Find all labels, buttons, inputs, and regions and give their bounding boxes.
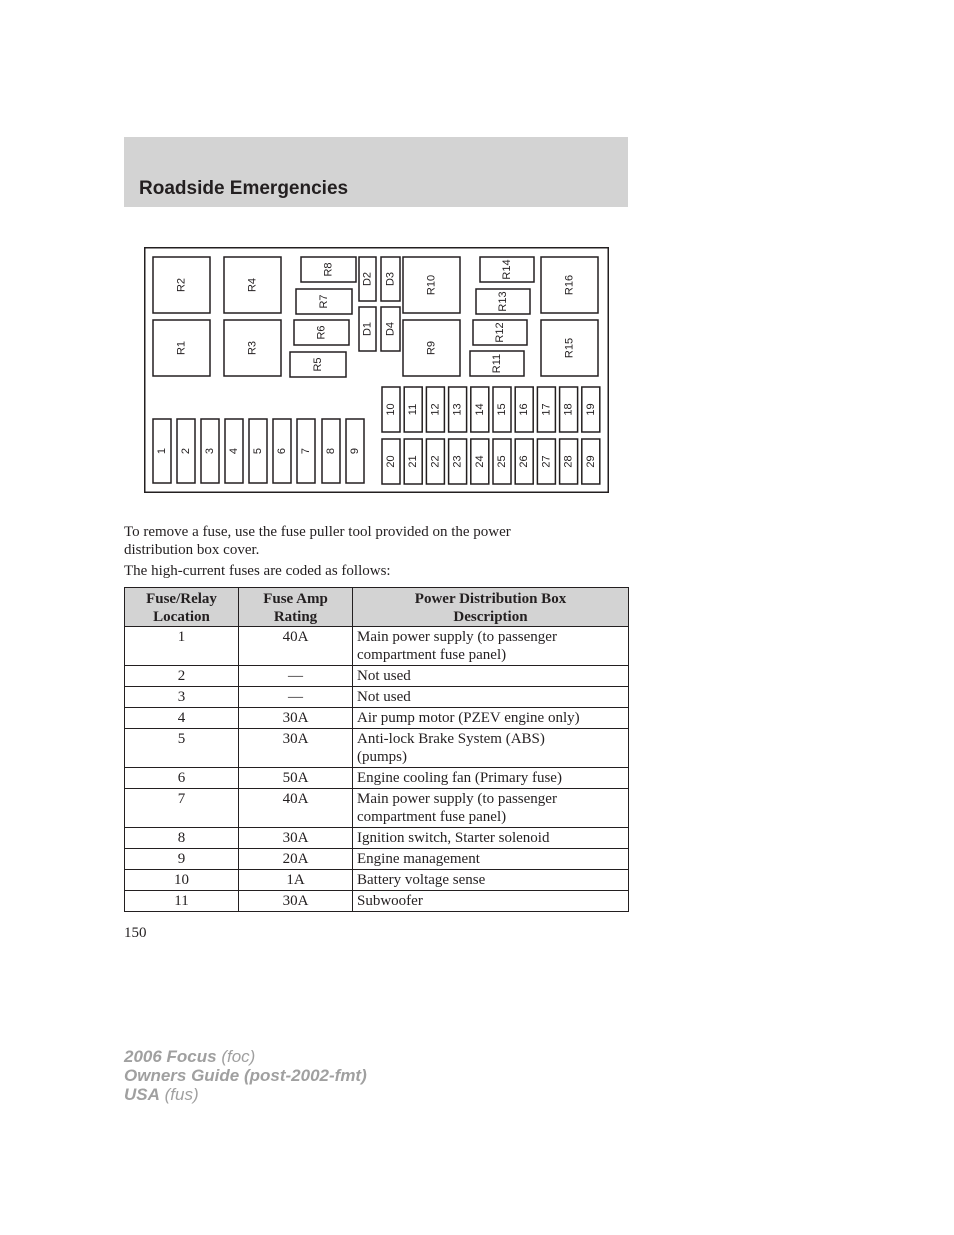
cell-description xyxy=(353,891,629,912)
footer-line-2: Owners Guide (post-2002-fmt) xyxy=(124,1066,367,1085)
relay-label: R4 xyxy=(246,277,259,293)
fuse-label: 18 xyxy=(562,403,575,416)
fuse-label: 5 xyxy=(252,447,264,455)
description-line: Main power supply (to passenger xyxy=(357,791,557,807)
fuse-28 xyxy=(560,439,578,484)
fuse-1 xyxy=(153,419,171,483)
fuse-label: 1 xyxy=(156,447,168,455)
cell-description xyxy=(353,687,629,708)
header-description: Power Distribution Box Description xyxy=(353,588,629,627)
cell-location: 5 xyxy=(125,729,239,768)
relay-label: R7 xyxy=(318,294,330,309)
fuse-label: 21 xyxy=(407,455,420,468)
cell-description xyxy=(353,870,629,891)
diode-label: D1 xyxy=(361,321,374,337)
fuse-12 xyxy=(426,387,444,432)
fuse-23 xyxy=(449,439,467,484)
diode-label: D2 xyxy=(361,271,374,287)
cell-location: 11 xyxy=(125,891,239,912)
cell-rating: 30A xyxy=(239,891,353,912)
cell-rating: 30A xyxy=(239,729,353,768)
cell-location: 6 xyxy=(125,768,239,789)
fuse-17 xyxy=(537,387,555,432)
relay-r9 xyxy=(403,320,460,376)
table-row xyxy=(125,666,629,687)
cell-description xyxy=(353,828,629,849)
fuse-13 xyxy=(449,387,467,432)
instruction-line-1: To remove a fuse, use the fuse puller tool provided on the power xyxy=(124,524,511,540)
description-line: Anti-lock Brake System (ABS) xyxy=(357,731,545,747)
relay-label: R6 xyxy=(315,325,328,340)
fuse-19 xyxy=(582,387,600,432)
cell-location: 4 xyxy=(125,708,239,729)
fuse-20 xyxy=(382,439,400,484)
cell-description xyxy=(353,768,629,789)
fuse-label: 10 xyxy=(385,403,397,416)
table-row xyxy=(125,849,629,870)
fuse-label: 9 xyxy=(349,447,361,455)
description-line: Engine cooling fan (Primary fuse) xyxy=(357,770,562,786)
instruction-line-2: distribution box cover. xyxy=(124,541,260,558)
cell-rating: 20A xyxy=(239,849,353,870)
table-row xyxy=(125,708,629,729)
cell-rating: — xyxy=(239,666,353,687)
fuse-5 xyxy=(249,419,267,483)
fuse-label: 14 xyxy=(473,403,486,416)
fuse-label: 24 xyxy=(473,455,486,468)
relay-r6 xyxy=(294,320,349,345)
footer-line-3: USA (fus) xyxy=(124,1085,199,1104)
fuse-label: 28 xyxy=(562,455,575,468)
cell-location: 9 xyxy=(125,849,239,870)
relay-r10 xyxy=(403,257,460,313)
fuse-label: 26 xyxy=(518,455,531,468)
cell-description xyxy=(353,708,629,729)
fuse-label: 4 xyxy=(228,447,240,455)
fuse-table xyxy=(124,587,629,912)
fuse-14 xyxy=(471,387,489,432)
instruction-paragraph xyxy=(124,524,511,559)
fuse-15 xyxy=(493,387,511,432)
relay-r1 xyxy=(153,320,210,376)
diode-label: D3 xyxy=(384,271,397,287)
description-line: Main power supply (to passenger xyxy=(357,629,557,645)
relay-r3 xyxy=(224,320,281,376)
footer-line-1: 2006 Focus (foc) xyxy=(124,1047,256,1066)
relay-r8 xyxy=(301,257,356,282)
cell-rating: 40A xyxy=(239,627,353,666)
table-row xyxy=(125,828,629,849)
header-rating: Fuse Amp Rating xyxy=(239,588,353,627)
relay-label: R16 xyxy=(563,274,576,296)
relay-r13 xyxy=(476,289,530,314)
relay-label: R1 xyxy=(175,340,188,356)
fuse-label: 6 xyxy=(276,447,288,455)
fuse-7 xyxy=(297,419,315,483)
description-line: Not used xyxy=(357,668,411,684)
relay-label: R5 xyxy=(312,357,324,372)
description-line: (pumps) xyxy=(357,749,407,765)
diode-d4 xyxy=(381,307,400,351)
fuse-16 xyxy=(515,387,533,432)
fuse-label: 15 xyxy=(496,403,508,416)
table-row xyxy=(125,687,629,708)
description-line: compartment fuse panel) xyxy=(357,809,507,825)
relay-r7 xyxy=(296,289,352,314)
fuse-label: 2 xyxy=(180,447,192,455)
description-line: Not used xyxy=(357,689,411,705)
table-row xyxy=(125,729,629,768)
diode-d2 xyxy=(359,257,376,301)
section-title: Roadside Emergencies xyxy=(139,178,349,199)
relay-label: R11 xyxy=(491,353,503,374)
table-row xyxy=(125,789,629,828)
fuse-label: 19 xyxy=(584,403,597,416)
fuse-box-diagram xyxy=(144,247,609,493)
fuse-label: 8 xyxy=(325,447,337,455)
fuse-6 xyxy=(273,419,291,483)
fuse-label: 29 xyxy=(584,455,597,468)
fuse-label: 3 xyxy=(204,447,216,455)
fuse-22 xyxy=(426,439,444,484)
fuse-25 xyxy=(493,439,511,484)
cell-rating: — xyxy=(239,687,353,708)
table-row xyxy=(125,870,629,891)
fuse-3 xyxy=(201,419,219,483)
page-number: 150 xyxy=(124,925,147,941)
cell-location: 1 xyxy=(125,627,239,666)
diode-label: D4 xyxy=(384,321,397,337)
fuse-label: 23 xyxy=(451,455,464,468)
cell-rating: 1A xyxy=(239,870,353,891)
table-intro: The high-current fuses are coded as follows: xyxy=(124,563,391,579)
diode-d1 xyxy=(359,307,376,351)
relay-label: R8 xyxy=(322,262,335,277)
relay-r2 xyxy=(153,257,210,313)
cell-description xyxy=(353,627,629,666)
header-location: Fuse/Relay Location xyxy=(125,588,239,627)
fuse-2 xyxy=(177,419,195,483)
description-line: Subwoofer xyxy=(357,893,423,909)
fuse-27 xyxy=(537,439,555,484)
description-line: Battery voltage sense xyxy=(357,872,486,888)
cell-description xyxy=(353,849,629,870)
relay-label: R13 xyxy=(497,291,509,312)
fuse-4 xyxy=(225,419,243,483)
description-line: Air pump motor (PZEV engine only) xyxy=(357,710,580,726)
fuse-label: 17 xyxy=(540,403,553,416)
relay-r15 xyxy=(541,320,598,376)
fuse-24 xyxy=(471,439,489,484)
relay-label: R2 xyxy=(175,277,188,293)
fuse-label: 11 xyxy=(407,403,420,416)
description-line: Engine management xyxy=(357,851,480,867)
footer xyxy=(124,1047,367,1104)
cell-rating: 50A xyxy=(239,768,353,789)
relay-label: R10 xyxy=(425,274,438,296)
table-header-row xyxy=(125,588,629,627)
cell-description xyxy=(353,666,629,687)
cell-location: 8 xyxy=(125,828,239,849)
cell-description xyxy=(353,729,629,768)
diode-d3 xyxy=(381,257,400,301)
relay-r14 xyxy=(480,257,534,282)
relay-label: R3 xyxy=(246,340,259,356)
fuse-label: 22 xyxy=(429,455,442,468)
relay-r4 xyxy=(224,257,281,313)
relay-r11 xyxy=(470,351,524,376)
fuse-label: 25 xyxy=(496,455,508,468)
cell-rating: 40A xyxy=(239,789,353,828)
fuse-label: 13 xyxy=(451,403,464,416)
fuse-10 xyxy=(382,387,400,432)
cell-rating: 30A xyxy=(239,708,353,729)
relay-r12 xyxy=(473,320,527,345)
fuse-label: 27 xyxy=(540,455,553,468)
fuse-8 xyxy=(322,419,340,483)
fuse-label: 12 xyxy=(429,403,442,416)
fuse-label: 16 xyxy=(518,403,531,416)
fuse-18 xyxy=(560,387,578,432)
table-row xyxy=(125,627,629,666)
relay-label: R9 xyxy=(425,340,438,356)
cell-location: 3 xyxy=(125,687,239,708)
relay-r16 xyxy=(541,257,598,313)
fuse-label: 20 xyxy=(385,455,397,468)
fuse-29 xyxy=(582,439,600,484)
relay-label: R15 xyxy=(563,337,576,359)
fuse-label: 7 xyxy=(300,447,312,455)
cell-location: 7 xyxy=(125,789,239,828)
fuse-26 xyxy=(515,439,533,484)
relay-r5 xyxy=(290,352,346,377)
description-line: Ignition switch, Starter solenoid xyxy=(357,830,550,846)
fuse-11 xyxy=(404,387,422,432)
cell-location: 2 xyxy=(125,666,239,687)
fuse-9 xyxy=(346,419,364,483)
cell-rating: 30A xyxy=(239,828,353,849)
fuse-21 xyxy=(404,439,422,484)
description-line: compartment fuse panel) xyxy=(357,647,507,663)
table-row xyxy=(125,768,629,789)
relay-label: R14 xyxy=(501,259,513,280)
cell-description xyxy=(353,789,629,828)
relay-label: R12 xyxy=(494,322,506,343)
cell-location: 10 xyxy=(125,870,239,891)
table-row xyxy=(125,891,629,912)
